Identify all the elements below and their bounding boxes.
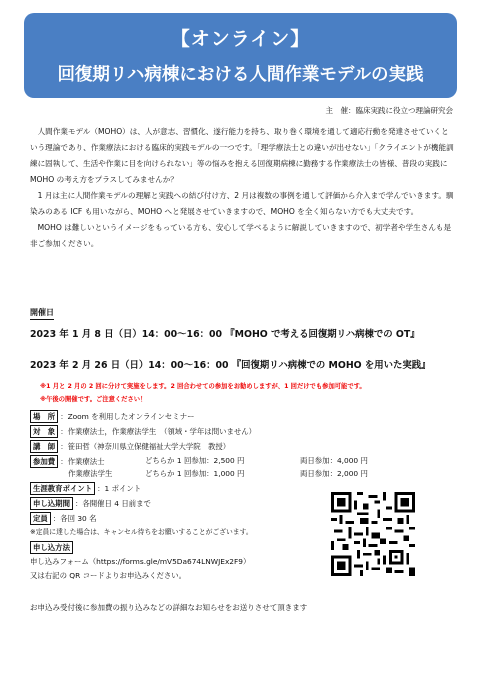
capacity-row: [30, 512, 96, 525]
intro-text: [30, 124, 454, 252]
points-row: [30, 482, 141, 495]
venue-value: ：Zoom を利用したオンラインセミナー: [60, 412, 195, 421]
points-value: ：1 ポイント: [97, 484, 142, 493]
session-2-date: 2023 年 2 月 26 日（日）14：00〜16：00 『回復期リハ病棟での MOHO を用いた実践』: [30, 360, 431, 371]
session-1-date: 2023 年 1 月 8 日（日）14：00〜16：00 『MOHO で考える回復期リハ病棟での OT』: [30, 329, 420, 340]
dates-heading: 開催日: [30, 307, 54, 320]
apply-label: 申し込方法: [30, 541, 73, 554]
fee-row-2: [30, 468, 368, 480]
capacity-value: ：各回 30 名: [52, 514, 97, 523]
deadline-value: ：各開催日 4 日前まで: [74, 499, 151, 508]
intro-paragraph-3: MOHO は難しいというイメージをもっている方も、安心して学べるように解説していきますので、初学者や学生さんも是非ご参加ください。: [30, 223, 452, 248]
schedule-note: ※1 月と 2 月の 2 回に分けて実施をします。2 回合わせての参加をお勧めしますが、1 回だけでも参加可能です。: [40, 383, 366, 390]
target-row: [30, 425, 256, 438]
title-line-1: 【オンライン】: [170, 28, 311, 50]
target-value: ：作業療法士，作業療法学生 （領域・学年は問いません）: [60, 427, 257, 436]
lecturer-value: ：笹田哲（神奈川県立保健福祉大学大学院 教授）: [60, 442, 231, 451]
deadline-row: [30, 497, 151, 510]
capacity-label: 定員: [30, 512, 51, 525]
apply-qr-text: 又は右記の QR コードよりお申込みください。: [30, 571, 187, 580]
lecturer-row: [30, 440, 230, 453]
apply-form-link[interactable]: 申し込みフォーム（https://forms.gle/mV5Da674LNWJEx2F9）: [30, 557, 251, 566]
venue-row: [30, 410, 194, 423]
capacity-note: ※定員に達した場合は、キャンセル待ちをお願いすることがございます。: [30, 528, 253, 536]
intro-paragraph-1: 人間作業モデル（MOHO）は、人が意志、習慣化、遂行能力を持ち、取り巻く環境を通して適応行動を発達させていくという理論であり、作業療法における臨床的実践モデルの一つです。「理学療法士との違いが出せない」「クライエントが機能訓練に固執して、生活や作業に目を向けられない」等の悩みを抱える回復期病棟に勤務する作業療法士の皆様、普段の実践に MOHO の考え方をプラスしてみませんか？: [30, 127, 454, 184]
title-banner: [24, 13, 457, 98]
intro-paragraph-2: 1 月は主に人間作業モデルの理解と実践への結び付け方、2 月は複数の事例を通して評価から介入まで学んでいきます。馴染みのある ICF も用いながら、MOHO へと発展させていきますので、MOHO を全く知らない方でも大丈夫です。: [30, 191, 454, 216]
points-label: 生涯教育ポイント: [30, 482, 95, 495]
fee-one-1: どちらか 1 回参加：2,500 円: [145, 456, 245, 465]
fee-label: 参加費: [30, 455, 58, 468]
deadline-label: 申し込期間: [30, 497, 73, 510]
fee-who-1: ：作業療法士: [60, 457, 105, 466]
host-organizer: 主 催：臨床実践に役立つ理論研究会: [325, 106, 453, 115]
fee-who-2: 作業療法学生: [68, 469, 113, 478]
target-label: 対 象: [30, 425, 58, 438]
fee-both-1: 両日参加：4,000 円: [300, 456, 368, 465]
title-line-2: 回復期リハ病棟における人間作業モデルの実践: [57, 65, 424, 85]
venue-label: 場 所: [30, 410, 58, 423]
fee-both-2: 両日参加：2,000 円: [300, 469, 368, 478]
apply-row: [30, 541, 75, 554]
fee-one-2: どちらか 1 回参加：1,000 円: [145, 469, 245, 478]
qr-code-icon[interactable]: [331, 492, 415, 576]
fee-row-1: [30, 455, 368, 468]
footer-note: お申込み受付後に参加費の振り込みなどの詳細なお知らせをお送りさせて頂きます: [30, 603, 308, 612]
lecturer-label: 講 師: [30, 440, 58, 453]
afternoon-note: ※午後の開催です。ご注意ください！: [40, 396, 147, 403]
